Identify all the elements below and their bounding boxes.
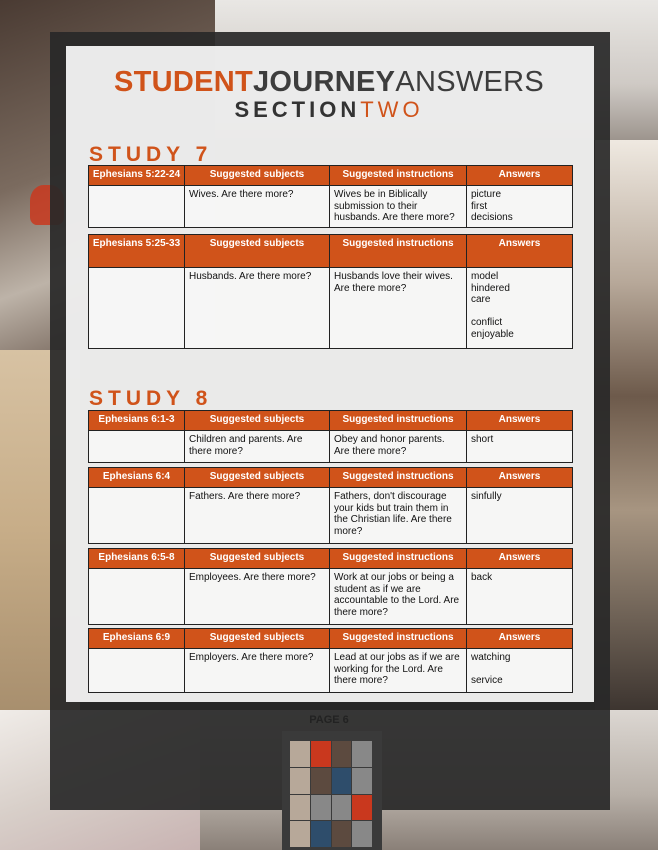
subjects-cell: Fathers. Are there more? [185,488,330,544]
study-7-table-2 [88,234,573,349]
thumbnail-tile [290,821,310,847]
title-student: STUDENT [113,66,253,98]
passage-cell [89,649,185,693]
title-answers: ANSWERS [395,66,545,98]
thumbnail-tile [332,795,352,821]
passage-cell [89,488,185,544]
instructions-cell: Obey and honor parents. Are there more? [330,431,467,463]
instructions-cell: Fathers, don't discourage your kids but train them in the Christian life. Are there more? [330,488,467,544]
instructions-cell: Husbands love their wives. Are there more? [330,268,467,349]
instructions-cell: Lead at our jobs as if we are working for the Lord. Are there more? [330,649,467,693]
page-subtitle [0,97,658,123]
thumbnail-tile [311,795,331,821]
answers-cell: short [467,431,573,463]
passage-cell [89,186,185,228]
study-8-table-2 [88,467,573,544]
subjects-cell: Employees. Are there more? [185,569,330,625]
instructions-cell: Wives be in Biblically submission to their husbands. Are there more? [330,186,467,228]
thumbnail-tile [352,741,372,767]
answers-cell: sinfully [467,488,573,544]
answers-cell: picture first decisions [467,186,573,228]
passage-header: Ephesians 6:9 [89,629,185,649]
answers-header: Answers [467,468,573,488]
instructions-cell: Work at our jobs or being a student as if we are accountable to the Lord. Are there more? [330,569,467,625]
study-7-heading: STUDY 7 [89,143,213,166]
instructions-header: Suggested instructions [330,166,467,186]
page-title [0,66,658,99]
passage-header: Ephesians 6:4 [89,468,185,488]
instructions-header: Suggested instructions [330,235,467,268]
thumbnail-tile [311,821,331,847]
subjects-header: Suggested subjects [185,166,330,186]
thumbnail-tile [332,768,352,794]
instructions-header: Suggested instructions [330,629,467,649]
instructions-header: Suggested instructions [330,411,467,431]
thumbnail-tile [332,821,352,847]
answers-header: Answers [467,549,573,569]
answers-cell: watching service [467,649,573,693]
thumbnail-tile [311,741,331,767]
study-8-table-3 [88,548,573,625]
answers-header: Answers [467,411,573,431]
thumbnail-tile [290,768,310,794]
subjects-cell: Children and parents. Are there more? [185,431,330,463]
instructions-header: Suggested instructions [330,549,467,569]
thumbnail-tile [332,741,352,767]
passage-cell [89,268,185,349]
subtitle-section: SECTION [234,97,361,122]
answers-header: Answers [467,629,573,649]
thumbnail-tile [352,821,372,847]
page-number: PAGE 6 [309,714,349,726]
passage-header: Ephesians 5:22-24 [89,166,185,186]
title-journey: JOURNEY [253,66,396,98]
thumbnail-tile [290,795,310,821]
subtitle-two: TWO [360,97,424,122]
passage-header: Ephesians 5:25-33 [89,235,185,268]
answers-cell: model hindered care conflict enjoyable [467,268,573,349]
study-8-table-4 [88,628,573,693]
subjects-header: Suggested subjects [185,235,330,268]
passage-header: Ephesians 6:1-3 [89,411,185,431]
study-7-table-1 [88,165,573,228]
answers-header: Answers [467,235,573,268]
subjects-header: Suggested subjects [185,549,330,569]
subjects-cell: Wives. Are there more? [185,186,330,228]
thumbnail-tile [311,768,331,794]
thumbnail-tile [290,741,310,767]
passage-cell [89,569,185,625]
subjects-header: Suggested subjects [185,629,330,649]
subjects-header: Suggested subjects [185,411,330,431]
passage-cell [89,431,185,463]
study-8-heading: STUDY 8 [89,387,213,410]
thumbnail-tile [352,795,372,821]
thumbnail-tile [352,768,372,794]
passage-header: Ephesians 6:5-8 [89,549,185,569]
answers-header: Answers [467,166,573,186]
instructions-header: Suggested instructions [330,468,467,488]
thumbnail-collage [290,741,372,847]
subjects-cell: Husbands. Are there more? [185,268,330,349]
subjects-cell: Employers. Are there more? [185,649,330,693]
study-8-table-1 [88,410,573,463]
answers-cell: back [467,569,573,625]
subjects-header: Suggested subjects [185,468,330,488]
